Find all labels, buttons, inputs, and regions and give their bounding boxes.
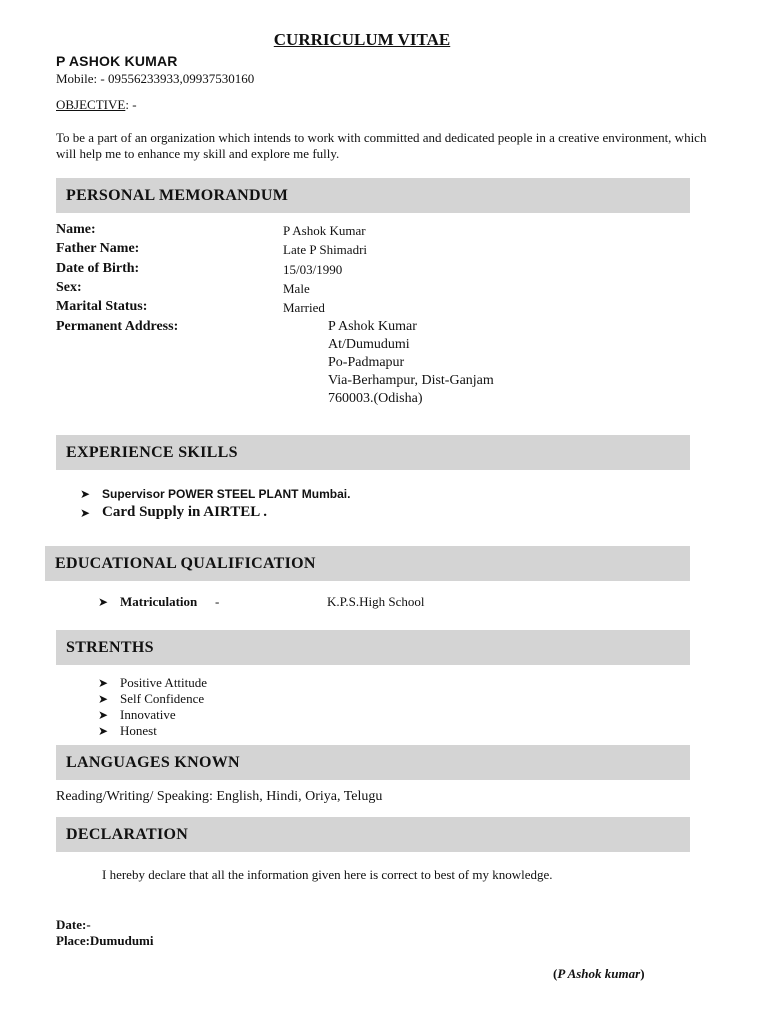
arrow-bullet-icon: ➤ xyxy=(98,595,109,609)
experience-item: Card Supply in AIRTEL . xyxy=(102,504,267,520)
personal-label-marital: Marital Status: xyxy=(56,299,148,314)
languages-section-header: LANGUAGES KNOWN xyxy=(56,745,690,780)
education-separator: - xyxy=(215,594,220,609)
personal-label-father: Father Name: xyxy=(56,241,140,256)
strength-item: Self Confidence xyxy=(120,691,205,706)
personal-label-sex: Sex: xyxy=(56,280,82,295)
signature-close-paren: ) xyxy=(640,966,645,981)
personal-label-address: Permanent Address: xyxy=(56,319,179,334)
objective-label: OBJECTIVE xyxy=(56,97,126,112)
education-degree: Matriculation xyxy=(120,594,198,609)
signature-text: P Ashok kumar xyxy=(557,966,641,981)
signature-name xyxy=(553,966,645,982)
place-field: Place:Dumudumi xyxy=(56,933,154,948)
personal-section-header: PERSONAL MEMORANDUM xyxy=(56,178,690,213)
personal-value-dob: 15/03/1990 xyxy=(283,262,343,277)
signature-open-paren: ( xyxy=(553,966,558,981)
objective-heading xyxy=(56,97,137,113)
page-title: CURRICULUM VITAE xyxy=(273,30,451,49)
address-line: Via-Berhampur, Dist-Ganjam xyxy=(328,373,494,388)
experience-section-header: EXPERIENCE SKILLS xyxy=(56,435,690,470)
declaration-text: I hereby declare that all the information given here is correct to best of my knowledge. xyxy=(102,867,553,882)
strength-item: Positive Attitude xyxy=(120,675,208,690)
address-line: At/Dumudumi xyxy=(328,337,410,352)
arrow-bullet-icon: ➤ xyxy=(98,708,109,722)
date-field: Date:- xyxy=(56,917,91,932)
personal-value-sex: Male xyxy=(283,281,310,296)
declaration-section-header: DECLARATION xyxy=(56,817,690,852)
mobile-number: Mobile: - 09556233933,09937530160 xyxy=(56,71,255,86)
objective-suffix: : - xyxy=(125,97,137,112)
candidate-name: P ASHOK KUMAR xyxy=(56,53,178,69)
strength-item: Honest xyxy=(120,723,157,738)
personal-value-father: Late P Shimadri xyxy=(283,242,368,257)
personal-label-name: Name: xyxy=(56,222,96,237)
strengths-section-header: STRENTHS xyxy=(56,630,690,665)
address-line: P Ashok Kumar xyxy=(328,319,417,334)
address-line: 760003.(Odisha) xyxy=(328,391,423,406)
languages-text: Reading/Writing/ Speaking: English, Hindi, Oriya, Telugu xyxy=(56,789,383,804)
personal-label-dob: Date of Birth: xyxy=(56,261,140,276)
arrow-bullet-icon: ➤ xyxy=(98,676,109,690)
personal-value-name: P Ashok Kumar xyxy=(283,223,366,238)
education-school: K.P.S.High School xyxy=(327,594,425,609)
arrow-bullet-icon: ➤ xyxy=(80,506,91,520)
strength-item: Innovative xyxy=(120,707,176,722)
arrow-bullet-icon: ➤ xyxy=(98,724,109,738)
experience-item: Supervisor POWER STEEL PLANT Mumbai. xyxy=(102,487,351,501)
arrow-bullet-icon: ➤ xyxy=(98,692,109,706)
objective-text: To be a part of an organization which intends to work with committed and dedicated people in a creative environment, which will help me to enhance my skill and explore me fully. xyxy=(56,130,707,161)
education-section-header: EDUCATIONAL QUALIFICATION xyxy=(45,546,690,581)
address-line: Po-Padmapur xyxy=(328,355,405,370)
personal-value-marital: Married xyxy=(283,300,325,315)
arrow-bullet-icon: ➤ xyxy=(80,487,91,501)
